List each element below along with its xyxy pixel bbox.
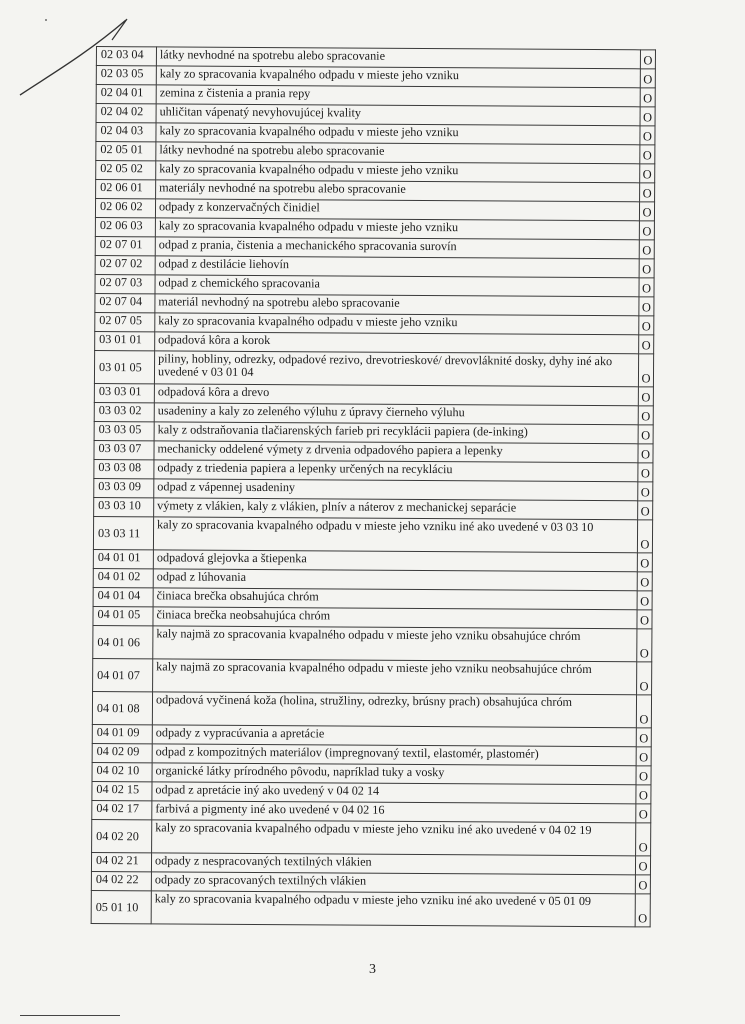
waste-code: 02 04 03 <box>96 123 156 142</box>
waste-name: odpadová kôra a drevo <box>154 384 638 406</box>
waste-code: 02 05 02 <box>96 161 156 180</box>
waste-name: látky nevhodné na spotrebu alebo spracovanie <box>156 47 640 69</box>
waste-code: 04 01 06 <box>93 625 153 658</box>
table-row <box>93 658 652 694</box>
waste-code: 04 02 22 <box>91 871 151 890</box>
waste-category: O <box>638 387 653 406</box>
waste-name: odpad z kompozitných materiálov (impregnovaný textil, elastomér, plastomér) <box>152 744 636 766</box>
waste-name: materiál nevhodný na spotrebu alebo spracovanie <box>155 294 639 316</box>
waste-name: odpad z apretácie iný ako uvedený v 04 02 14 <box>152 782 636 804</box>
waste-category: O <box>639 240 654 259</box>
table-row <box>94 350 653 386</box>
waste-name: výmety z vlákien, kaly z vlákien, plnív a náterov z mechanickej separácie <box>154 498 638 520</box>
table-row <box>93 516 652 552</box>
waste-category: O <box>640 107 655 126</box>
waste-code: 04 02 20 <box>92 819 152 852</box>
waste-category: O <box>639 259 654 278</box>
waste-category: O <box>636 728 651 747</box>
waste-name: odpadová glejovka a štiepenka <box>153 550 637 572</box>
waste-name: piliny, hobliny, odrezky, odpadové rezivo, drevotrieskové/ drevovláknité dosky, dyhy iné ako uvedené v 03 01 04 <box>154 351 638 387</box>
waste-name: kaly zo spracovania kvapalného odpadu v mieste jeho vzniku iné ako uvedené v 04 02 19 <box>152 820 636 856</box>
waste-name: odpad z prania, čistenia a mechanického spracovania surovín <box>155 237 639 259</box>
waste-name: odpady z vypracúvania a apretácie <box>152 725 636 747</box>
waste-category: O <box>638 425 653 444</box>
waste-name: odpad z destilácie liehovín <box>155 256 639 278</box>
waste-category: O <box>639 278 654 297</box>
waste-category: O <box>638 463 653 482</box>
waste-category: O <box>638 482 653 501</box>
waste-category: O <box>639 221 654 240</box>
waste-name: kaly zo spracovania kvapalného odpadu v mieste jeho vzniku <box>155 313 639 335</box>
waste-category: O <box>635 894 650 927</box>
waste-code: 03 03 01 <box>94 383 154 402</box>
waste-category: O <box>636 766 651 785</box>
waste-code: 02 04 01 <box>96 85 156 104</box>
waste-category: O <box>640 50 655 69</box>
waste-category: O <box>640 164 655 183</box>
table-row <box>92 819 651 855</box>
waste-code: 02 05 01 <box>96 142 156 161</box>
waste-category: O <box>639 297 654 316</box>
waste-code: 04 01 02 <box>93 568 153 587</box>
waste-name: kaly najmä zo spracovania kvapalného odpadu v mieste jeho vzniku obsahujúce chróm <box>153 626 637 662</box>
waste-code: 02 07 05 <box>95 312 155 331</box>
waste-code: 04 01 07 <box>93 658 153 691</box>
waste-name: odpady z triedenia papiera a lepenky určených na recykláciu <box>154 460 638 482</box>
waste-code: 02 07 02 <box>95 255 155 274</box>
waste-code: 03 03 11 <box>93 516 153 549</box>
waste-category: O <box>635 856 650 875</box>
waste-category: O <box>640 126 655 145</box>
waste-code: 03 01 01 <box>95 331 155 350</box>
waste-name: mechanicky oddelené výmety z drvenia odpadového papiera a lepenky <box>154 441 638 463</box>
waste-code: 03 03 07 <box>94 440 154 459</box>
waste-category: O <box>640 88 655 107</box>
waste-code: 04 01 09 <box>92 724 152 743</box>
table-body <box>91 47 655 927</box>
waste-name: odpady zo spracovaných textilných vlákien <box>151 872 635 894</box>
waste-code: 04 01 01 <box>93 549 153 568</box>
page-number: 3 <box>369 962 376 977</box>
waste-name: odpady z konzervačných činidiel <box>155 199 639 221</box>
waste-code: 03 03 10 <box>94 497 154 516</box>
waste-name: materiály nevhodné na spotrebu alebo spracovanie <box>156 180 640 202</box>
waste-name: odpadová kôra a korok <box>155 332 639 354</box>
waste-name: činiaca brečka obsahujúca chróm <box>153 588 637 610</box>
waste-name: kaly zo spracovania kvapalného odpadu v mieste jeho vzniku <box>156 123 640 145</box>
waste-category: O <box>636 785 651 804</box>
waste-name: uhličitan vápenatý nevyhovujúcej kvality <box>156 104 640 126</box>
waste-name: látky nevhodné na spotrebu alebo spracovanie <box>156 142 640 164</box>
waste-code: 04 02 15 <box>92 781 152 800</box>
waste-code: 02 07 03 <box>95 274 155 293</box>
waste-category: O <box>637 610 652 629</box>
waste-category: O <box>636 804 651 823</box>
waste-name: činiaca brečka neobsahujúca chróm <box>153 607 637 629</box>
waste-category: O <box>638 406 653 425</box>
waste-name: usadeniny a kaly zo zeleného výluhu z úpravy čierneho výluhu <box>154 403 638 425</box>
waste-name: farbivá a pigmenty iné ako uvedené v 04 02 16 <box>152 801 636 823</box>
waste-name: odpadová vyčinená koža (holina, stružliny, odrezky, brúsny prach) obsahujúca chróm <box>152 692 636 728</box>
waste-name: zemina z čistenia a prania repy <box>156 85 640 107</box>
waste-name: kaly zo spracovania kvapalného odpadu v mieste jeho vzniku <box>156 66 640 88</box>
waste-name: kaly zo spracovania kvapalného odpadu v mieste jeho vzniku <box>156 161 640 183</box>
waste-category: O <box>635 875 650 894</box>
waste-name: odpad z vápennej usadeniny <box>154 479 638 501</box>
waste-code: 04 01 08 <box>92 691 152 724</box>
waste-code: 03 03 09 <box>94 478 154 497</box>
waste-code: 03 03 05 <box>94 421 154 440</box>
waste-category: O <box>637 629 652 662</box>
table-row <box>92 691 651 727</box>
waste-name: kaly najmä zo spracovania kvapalného odpadu v mieste jeho vzniku neobsahujúce chróm <box>153 659 637 695</box>
waste-category: O <box>636 823 651 856</box>
waste-category: O <box>638 444 653 463</box>
waste-category: O <box>637 553 652 572</box>
waste-name: odpad z lúhovania <box>153 569 637 591</box>
waste-category: O <box>640 183 655 202</box>
waste-name: kaly zo spracovania kvapalného odpadu v mieste jeho vzniku iné ako uvedené v 03 03 10 <box>153 517 637 553</box>
waste-category: O <box>637 520 652 553</box>
waste-code: 04 02 17 <box>92 800 152 819</box>
waste-code: 02 07 04 <box>95 293 155 312</box>
table-row <box>93 625 652 661</box>
waste-code: 04 02 21 <box>91 852 151 871</box>
waste-category: O <box>639 202 654 221</box>
waste-category: O <box>638 354 653 387</box>
waste-category: O <box>636 695 651 728</box>
waste-category: O <box>637 591 652 610</box>
waste-code: 03 03 02 <box>94 402 154 421</box>
waste-name: kaly z odstraňovania tlačiarenských farieb pri recyklácii papiera (de-inking) <box>154 422 638 444</box>
waste-code: 02 03 05 <box>96 66 156 85</box>
waste-code: 04 02 10 <box>92 762 152 781</box>
waste-name: kaly zo spracovania kvapalného odpadu v mieste jeho vzniku <box>155 218 639 240</box>
waste-code: 02 04 02 <box>96 104 156 123</box>
waste-category: O <box>636 747 651 766</box>
waste-name: odpad z chemického spracovania <box>155 275 639 297</box>
waste-category: O <box>637 662 652 695</box>
waste-category: O <box>637 572 652 591</box>
waste-code: 03 03 08 <box>94 459 154 478</box>
waste-code: 02 07 01 <box>95 236 155 255</box>
waste-code: 02 03 04 <box>96 47 156 66</box>
waste-code: 04 02 09 <box>92 743 152 762</box>
waste-code: 03 01 05 <box>94 350 154 383</box>
waste-catalogue-table <box>91 46 656 927</box>
waste-category: O <box>640 69 655 88</box>
waste-code: 02 06 01 <box>96 180 156 199</box>
waste-category: O <box>638 501 653 520</box>
waste-code: 02 06 02 <box>95 199 155 218</box>
waste-code: 02 06 03 <box>95 217 155 236</box>
table-row <box>91 890 650 926</box>
waste-code: 05 01 10 <box>91 890 151 923</box>
waste-code: 04 01 05 <box>93 606 153 625</box>
waste-name: organické látky prírodného pôvodu, napríklad tuky a vosky <box>152 763 636 785</box>
waste-name: kaly zo spracovania kvapalného odpadu v mieste jeho vzniku iné ako uvedené v 05 01 09 <box>151 891 635 927</box>
waste-category: O <box>639 316 654 335</box>
waste-name: odpady z nespracovaných textilných vlákien <box>151 853 635 875</box>
waste-category: O <box>640 145 655 164</box>
waste-code: 04 01 04 <box>93 587 153 606</box>
footer-rule <box>20 1015 120 1016</box>
waste-category: O <box>639 335 654 354</box>
